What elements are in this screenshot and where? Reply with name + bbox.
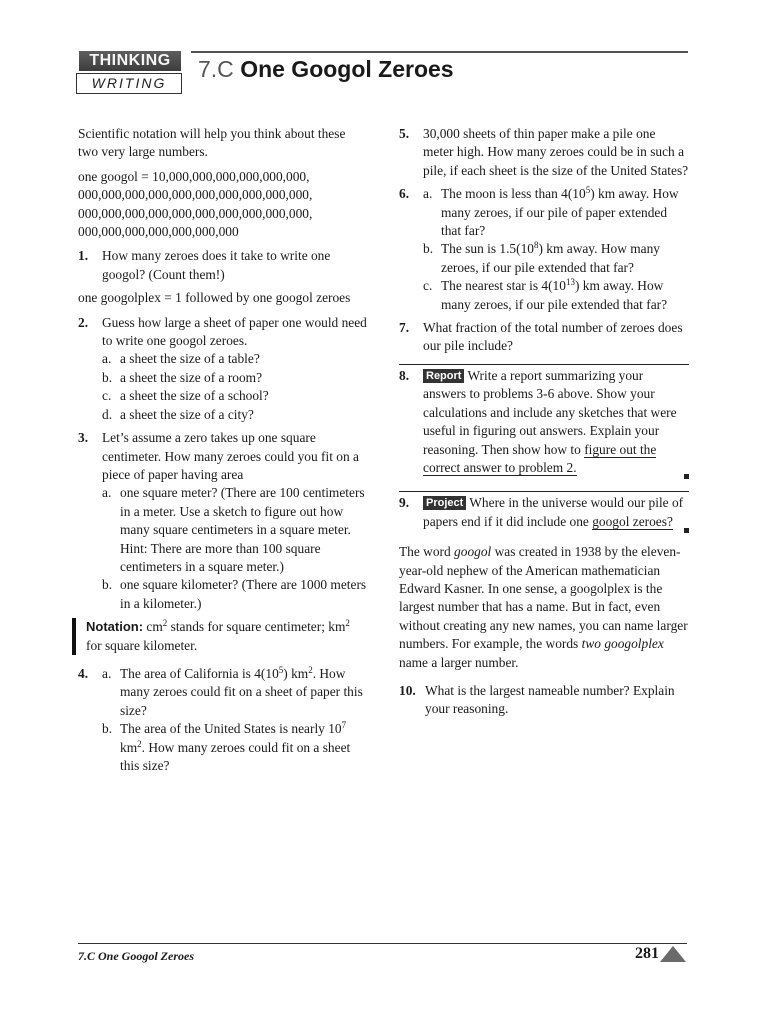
sub-text: ) km away. How many zeroes, if our pile extended that far?: [441, 278, 668, 312]
right-column: [399, 125, 689, 724]
page-title: [198, 55, 454, 83]
title-text: One Googol Zeroes: [240, 56, 454, 82]
question-text: Write a report summarizing your answers to problems 3-6 above. Show your calculations and include any sketches that were useful in figuring out answers. Explain your reasoning. Then show how to: [423, 367, 677, 457]
question-text-last-line: figure out the correct answer to problem 2.: [423, 441, 657, 475]
sub-text: ) km: [283, 665, 309, 681]
sub-text: one square meter? (There are 100 centimeters in a meter. Use a sketch to figure out how many square centimeters in a square meter. Hint: There are more than 100 square centimeters in a square meter.): [120, 485, 365, 574]
project-tag: Project: [423, 496, 466, 510]
question-number: 10.: [399, 682, 416, 698]
sub-label: b.: [102, 369, 113, 385]
question-9-project: [399, 491, 689, 531]
question-2: [78, 314, 368, 424]
story-text: The word: [399, 544, 451, 560]
exponent: 13: [565, 277, 575, 288]
sub-item: [102, 576, 368, 613]
sub-item: [102, 720, 368, 775]
intro-paragraph: Scientific notation will help you think about these two very large numbers.: [78, 126, 346, 160]
sub-label: b.: [102, 721, 113, 737]
question-number: 8.: [399, 367, 410, 383]
sub-label: a.: [423, 186, 433, 202]
question-number: 1.: [78, 248, 89, 264]
sub-text: a sheet the size of a school?: [120, 388, 269, 404]
end-mark: [684, 474, 689, 479]
notation-box: [72, 618, 368, 655]
exponent: 8: [533, 240, 539, 251]
story-text: name a larger number.: [399, 654, 519, 670]
sub-item: [423, 277, 689, 314]
sub-text: . How many zeroes could fit on a sheet of paper this size?: [120, 665, 363, 718]
sub-label: b.: [102, 577, 113, 593]
question-text: What is the largest nameable number? Explain your reasoning.: [425, 682, 675, 717]
sub-item: [423, 185, 689, 240]
page-number: 281: [635, 945, 659, 962]
sub-text: The moon is less than 4(10: [441, 186, 586, 202]
sub-text: The nearest star is 4(10: [441, 278, 566, 294]
question-text-last-line: googol zeroes?: [592, 513, 673, 529]
question-number: 2.: [78, 314, 89, 330]
question-10: [399, 682, 689, 719]
sub-label: a.: [102, 351, 112, 367]
question-5: [399, 125, 689, 180]
sub-text: one square kilometer? (There are 1000 meters in a kilometer.): [120, 577, 367, 611]
sub-label: c.: [423, 278, 433, 294]
sub-label: b.: [423, 241, 434, 257]
notation-text: stands for square centimeter;: [170, 619, 325, 635]
thinking-writing-badge: [76, 47, 183, 95]
sub-text: km: [120, 739, 138, 755]
exponent: 5: [585, 185, 591, 196]
question-number: 7.: [399, 320, 410, 336]
unit-km: km: [328, 619, 346, 635]
report-tag: Report: [423, 369, 464, 383]
question-text: What fraction of the total number of zeroes does our pile include?: [423, 320, 683, 354]
question-7: [399, 319, 689, 356]
sub-label: d.: [102, 406, 113, 422]
notation-label: Notation:: [86, 619, 144, 635]
sub-item: [102, 665, 368, 720]
question-number: 9.: [399, 495, 410, 511]
question-number: 4.: [78, 665, 89, 681]
sub-text: . How many zeroes could fit on a sheet this size?: [120, 739, 351, 773]
question-4: [78, 665, 368, 775]
question-3: [78, 429, 368, 613]
exponent: 2: [162, 618, 168, 629]
sub-text: ) km away. How many zeroes, if our pile of paper extended that far?: [441, 186, 679, 239]
exponent: 2: [137, 738, 142, 749]
question-text: Let’s assume a zero takes up one square centimeter. How many zeroes could you fit on a piece of paper having area: [102, 430, 359, 482]
sub-item: [102, 406, 368, 424]
exponent: 2: [308, 664, 313, 675]
sub-text: The sun is 1.5(10: [441, 241, 534, 257]
sub-text: The area of the United States is nearly 10: [120, 721, 342, 737]
story-text: was created in 1938 by the eleven-year-old nephew of the American mathematician Edward Kasner. In one sense, a googolplex is the largest number that has a name. But in fact, even without creating any new names, you can name larger numbers. For example, the words: [399, 544, 688, 652]
googol-story: [399, 543, 689, 672]
sub-item: [102, 387, 368, 405]
googolplex-definition: one googolplex = 1 followed by one googol zeroes: [78, 290, 351, 306]
left-column: [78, 125, 368, 780]
exponent: 2: [345, 618, 350, 629]
section-number: 7.C: [198, 56, 234, 82]
question-text: Guess how large a sheet of paper one would need to write one googol zeroes.: [102, 314, 367, 349]
question-6: [399, 185, 689, 314]
unit-cm: cm: [146, 619, 163, 635]
triangle-icon: [660, 946, 686, 962]
question-text: How many zeroes does it take to write one googol? (Count them!): [102, 248, 331, 282]
end-mark: [684, 528, 689, 533]
sub-item: [102, 369, 368, 387]
badge-thinking: THINKING: [79, 51, 181, 71]
sub-text: a sheet the size of a table?: [120, 351, 260, 367]
sub-text: a sheet the size of a city?: [120, 406, 254, 422]
sub-text: The area of California is 4(10: [120, 665, 279, 681]
footer-section-title: 7.C One Googol Zeroes: [78, 949, 194, 963]
exponent: 7: [341, 720, 347, 731]
question-1: [78, 247, 368, 284]
footer-rule: [78, 943, 687, 944]
notation-text: for square kilometer.: [86, 637, 198, 653]
story-italic-word: googol: [454, 544, 492, 560]
sub-label: a.: [102, 485, 112, 501]
question-text: 30,000 sheets of thin paper make a pile one meter high. How many zeroes could be in such a pile, if each sheet is the size of the United States?: [423, 126, 689, 178]
sub-text: ) km away. How many zeroes, if our pile extended that far?: [441, 241, 660, 275]
badge-writing: WRITING: [76, 73, 182, 94]
sub-label: c.: [102, 388, 112, 404]
question-number: 5.: [399, 126, 410, 141]
story-italic-word: two googolplex: [581, 636, 664, 652]
sub-label: a.: [102, 665, 112, 681]
question-number: 6.: [399, 186, 410, 202]
googol-definition: one googol = 10,000,000,000,000,000,000, 000,000,000,000,000,000,000,000,000,000, 000,000,000,000,000,000,000,000,000,000, 000,000,000,000,000,000,000: [78, 168, 313, 240]
page-header: [76, 47, 688, 97]
header-rule: [191, 51, 688, 53]
question-text: Where in the universe would our pile of papers end if it did include one: [423, 495, 684, 529]
sub-item: [102, 350, 368, 368]
question-number: 3.: [78, 430, 89, 446]
sub-item: [423, 240, 689, 277]
exponent: 5: [278, 664, 284, 675]
question-8-report: [399, 364, 689, 477]
sub-text: a sheet the size of a room?: [120, 369, 263, 385]
sub-item: [102, 484, 368, 576]
